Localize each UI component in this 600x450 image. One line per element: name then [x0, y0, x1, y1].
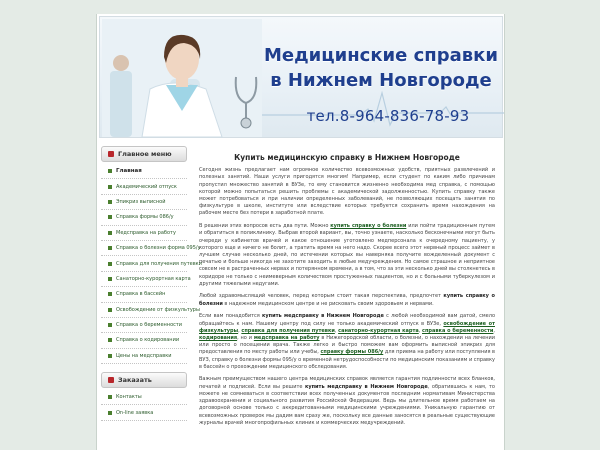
bold-phrase: купить медсправку в Нижнем Новгороде	[304, 383, 428, 390]
site-title-line1: Медицинские справки	[264, 45, 498, 66]
sidebar-item-label: Медсправка на работу	[116, 229, 176, 236]
bullet-icon	[108, 262, 112, 266]
sidebar-item-label: Санаторно-курортная карта	[116, 275, 191, 282]
sidebar-item-label: Контакты	[116, 394, 142, 401]
bullet-icon	[108, 215, 112, 219]
site-title-line2: в Нижнем Новгороде	[270, 70, 492, 91]
sidebar-item-form-086[interactable]	[101, 210, 187, 225]
voucher-certificate-link[interactable]: справка для получения путевки	[241, 327, 335, 334]
sidebar-item-work-certificate[interactable]	[101, 226, 187, 241]
text-span: для приема на работу или поступления в ВУЗ, справку о болезни формы 095/у о временной нетрудоспособности по медицинским показаниям и справку в бассейн о прохождении медицинского обследования.	[199, 349, 496, 370]
bullet-icon	[108, 277, 112, 281]
guarantee-paragraph	[199, 376, 495, 426]
sidebar-item-voucher-certificate[interactable]	[101, 256, 202, 271]
sidebar-item-label: Эпикриз выписной	[116, 198, 166, 205]
coding-link[interactable]: кодирования	[199, 334, 238, 341]
sidebar-item-contacts[interactable]	[101, 390, 187, 405]
text-span: Любой здравомыслящий человек, перед которым стоит такая перспектива, предпочтет	[199, 293, 444, 300]
bullet-icon	[108, 246, 112, 250]
sidebar-item-label: Цены на медсправки	[116, 352, 172, 359]
sidebar-item-prices[interactable]	[101, 349, 187, 364]
text-span: с любой необходимой вам датой, смело обращайтесь к нам. Нашему центру под силу не только академический отпуск в ВУЗе,	[199, 313, 496, 327]
text-span: Важным преимуществом нашего центра медицинских справок является гарантия подлинности всех бланков, печатей и подписей. Если вы решите	[199, 376, 495, 390]
header-banner	[99, 16, 503, 138]
text-span: Если вам понадобится	[199, 313, 262, 320]
phone-number: тел.8-964-836-78-93	[306, 107, 470, 125]
text-span: ,	[493, 327, 495, 334]
bullet-icon	[108, 338, 112, 342]
sidebar-item-academic-leave[interactable]	[101, 179, 187, 194]
sidebar-item-form-095[interactable]	[101, 241, 201, 256]
main-menu-header	[101, 146, 187, 162]
sidebar-item-label: Справка о болезни форма 095/у	[116, 245, 201, 252]
text-span: ,	[334, 327, 339, 334]
text-span: ,	[418, 327, 423, 334]
sidebar-item-sanatorium-card[interactable]	[101, 272, 191, 287]
bullet-icon	[108, 185, 112, 189]
text-span: , но и	[237, 334, 254, 341]
sidebar-item-label: Справка о кодировании	[116, 337, 180, 344]
sidebar-item-pregnancy-certificate[interactable]	[101, 318, 187, 333]
sidebar-item-home[interactable]	[101, 164, 187, 179]
bold-phrase: купить справку о болезни	[199, 293, 495, 307]
sidebar-item-coding-certificate[interactable]	[101, 333, 187, 348]
text-span: ,	[238, 327, 242, 334]
pe-exemption-link[interactable]: освобождение от физкультуры	[199, 320, 495, 334]
sanatorium-card-link[interactable]: санаторно-курортная карта	[338, 327, 419, 334]
bullet-icon	[108, 292, 112, 296]
order-menu-header	[101, 372, 187, 388]
bullet-icon	[108, 169, 112, 173]
page-heading: Купить медицинскую справку в Нижнем Новгороде	[234, 153, 460, 162]
text-span: , обратившись к нам, то можете не сомневаться в соответствии всех полученных документов последним нормативам Министерства здравоохранения и социального развития Российской Федерации. Ведь мы длительное время работаем на договорной основе только с аккредитованными медицинскими учреждениями. Уникальную гарантию от всевозможных проверок мы дадим вам сразу же, поскольку все данные заносятся в реальные существующие журналы врачей многопрофильных клиник и коммерческих медучреждений.	[199, 383, 495, 426]
sidebar	[101, 146, 202, 421]
bullet-icon	[108, 231, 112, 235]
bullet-icon	[108, 323, 112, 327]
services-paragraph	[199, 313, 495, 371]
intro-paragraph: Сегодня жизнь предлагает нам огромное количество всевозможных удобств, приятных развлечений и полезных занятий. Наши услуги пригодятся многим! Например, если студент по каким либо причинам пропустил множество занятий в ВУЗе, то ему становится жизненно необходима мед справка, с помощью которой можно попытаться решить проблемы с академической задолженностью. Купить справку также может потребоваться и при наличии определенных заболеваний, не позволяющих посещать занятия по физкультуре в школе, институте или вследствие которых требуется сохранить время нахождения на рабочем месте без потери в заработной плате.	[199, 167, 495, 217]
sensible-choice-paragraph	[199, 293, 495, 307]
sidebar-item-online-request[interactable]	[101, 405, 187, 420]
main-menu-title: Главное меню	[118, 150, 172, 158]
sidebar-item-label: Главная	[116, 168, 142, 175]
bullet-icon	[108, 308, 112, 312]
sidebar-item-label: On-line заявка	[116, 409, 154, 416]
sidebar-item-label: Справка о беременности	[116, 322, 183, 329]
text-span: В решении этих вопросов есть два пути. Можно	[199, 223, 331, 230]
bold-phrase: купить медсправку в Нижнем Новгороде	[261, 313, 384, 320]
menu-header-icon	[108, 377, 114, 383]
text-span: или пойти традиционным путем и обратиться в поликлинику. Выбрав второй вариант, вы, точно узнаете, насколько бесконечными могут быть очереди у кабинетов врачей и какое отношение уготовлено медперсонала к очередному пациенту, у которого еще и ничего не болит, а тратить время на него надо. Скорее всего этот нервный процесс займет в лучшем случае несколько дней, по истечении которых вы наверняка получите вожделенный документ с печатью и больше никогда не захотите заходить в любые медучреждения. Но самое страшное и неприятное совсем не в растраченных нервах и потерянном времени, а в том, что за эти несколько дней вы столкнетесь в коридоре не только с неимеверным количеством простуженных пациентов, но и с больными туберкулезом и другими тяжелыми недугами.	[199, 223, 495, 287]
form-086-link[interactable]: справку формы 086/у	[320, 349, 384, 356]
bullet-icon	[108, 411, 112, 415]
sidebar-item-pe-exemption[interactable]	[101, 303, 200, 318]
bullet-icon	[108, 354, 112, 358]
sidebar-item-label: Справка в бассейн	[116, 291, 166, 298]
sidebar-item-label: Справка формы 086/у	[116, 214, 174, 221]
sidebar-item-discharge-epicrisis[interactable]	[101, 195, 187, 210]
buy-sick-note-link[interactable]: купить справку о болезни	[330, 223, 407, 230]
sidebar-item-label: Справка для получения путевки	[116, 260, 202, 267]
page-container	[96, 14, 505, 450]
sidebar-item-pool-certificate[interactable]	[101, 287, 187, 302]
two-ways-paragraph	[199, 223, 495, 288]
text-span: в надежном медицинском центре и не рисковать своим здоровьем и нервами.	[222, 300, 434, 307]
work-certificate-link[interactable]: медсправка на работу	[253, 334, 320, 341]
main-content	[199, 146, 495, 432]
bullet-icon	[108, 200, 112, 204]
sidebar-item-label: Освобождение от физкультуры	[116, 306, 200, 313]
text-span: в Нижегородской области, о болезни, о нахождении на лечении или просто о посещении врача. Также легко и быстро поможем вам оформить выписной эпикриз для предоставления по месту работы или учебы,	[199, 334, 496, 356]
menu-header-icon	[108, 151, 114, 157]
site-title	[258, 43, 504, 93]
order-menu-title: Заказать	[118, 376, 152, 385]
pregnancy-certificate-link[interactable]: справка о беременности	[422, 327, 494, 334]
bullet-icon	[108, 395, 112, 399]
sidebar-item-label: Академический отпуск	[116, 183, 177, 190]
